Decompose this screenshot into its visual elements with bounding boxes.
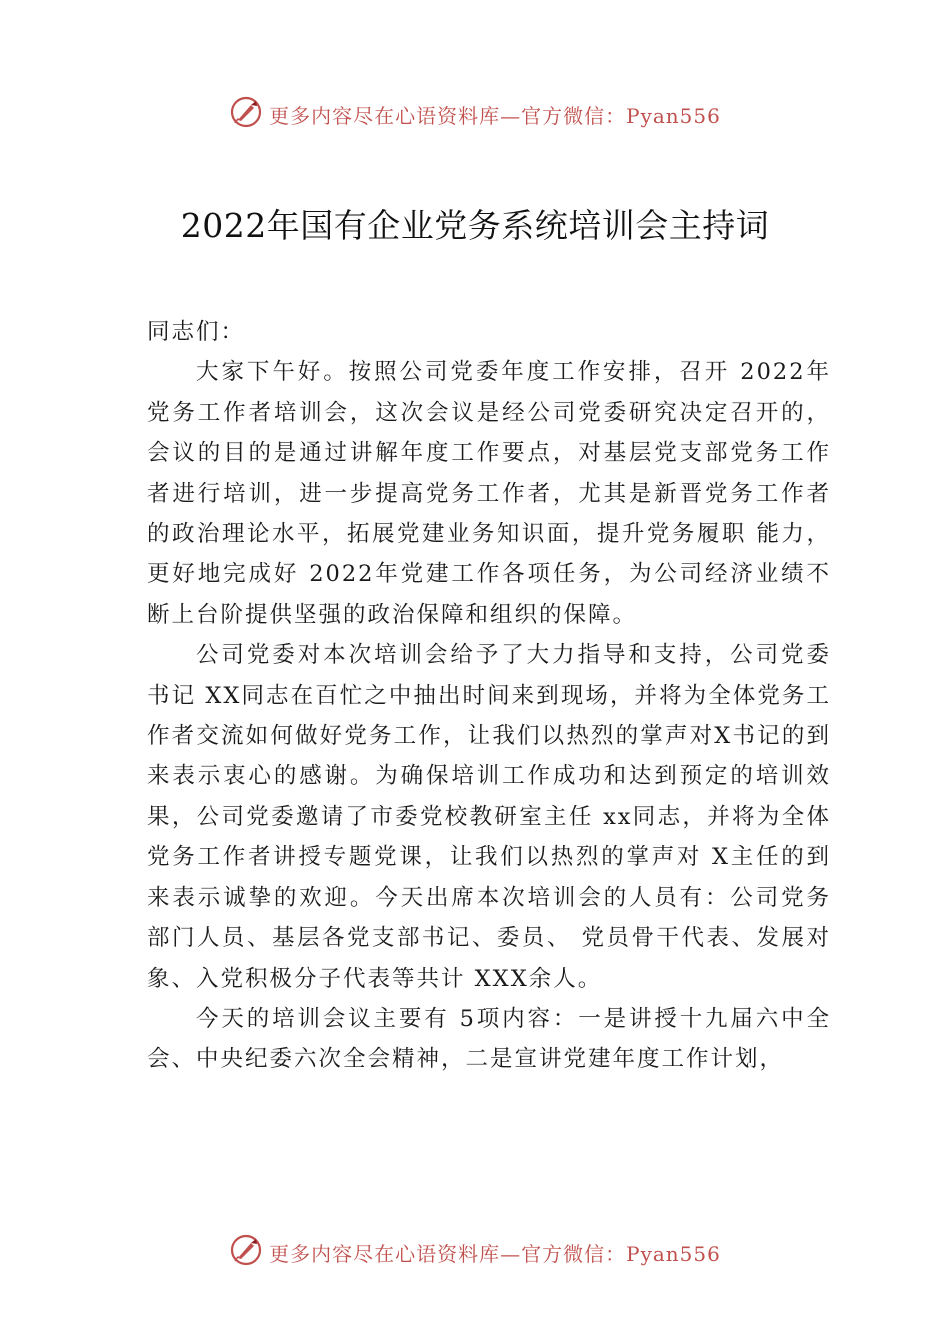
paragraph: 大家下午好。按照公司党委年度工作安排，召开 2022年党务工作者培训会，这次会议是经公司党委研究决定召开的，会议的目的是通过讲解年度工作要点，对基层党支部党务工作者进行培训，进一步提高党务工作者，尤其是新晋党务工作者的政治理论水平，拓展党建业务知识面，提升党务履职 能力，更好地完成好 2022年党建工作各项任务，为公司经济业绩不断上台阶提供坚强的政治保障和组织的保障。 xyxy=(147,359,831,628)
salutation: 同志们： xyxy=(147,319,246,345)
quill-pen-logo-icon xyxy=(229,1233,263,1271)
header-banner xyxy=(0,94,950,134)
document-title: 2022年国有企业党务系统培训会主持词 xyxy=(180,206,770,245)
paragraph: 公司党委对本次培训会给予了大力指导和支持，公司党委书记 XX同志在百忙之中抽出时间来到现场，并将为全体党务工作者交流如何做好党务工作，让我们以热烈的掌声对X书记的到来表示衷心的感谢。为确保培训工作成功和达到预定的培训效果，公司党委邀请了市委党校教研室主任 xx同志，并将为全体党务工作者讲授专题党课，让我们以热烈的掌声对 X主任的到来表示诚挚的欢迎。今天出席本次培训会的人员有：公司党务部门人员、基层各党支部书记、委员、 党员骨干代表、发展对象、入党积极分子代表等共计 XXX余人。 xyxy=(147,642,831,992)
banner-text: 更多内容尽在心语资料库—官方微信：Pyan556 xyxy=(269,103,721,128)
document-body xyxy=(147,312,831,1080)
banner-text: 更多内容尽在心语资料库—官方微信：Pyan556 xyxy=(269,1241,721,1266)
quill-pen-logo-icon xyxy=(229,95,263,133)
footer-banner xyxy=(0,1232,950,1272)
paragraph: 今天的培训会议主要有 5项内容：一是讲授十九届六中全会、中央纪委六次全会精神，二是宣讲党建年度工作计划， xyxy=(147,1005,831,1073)
